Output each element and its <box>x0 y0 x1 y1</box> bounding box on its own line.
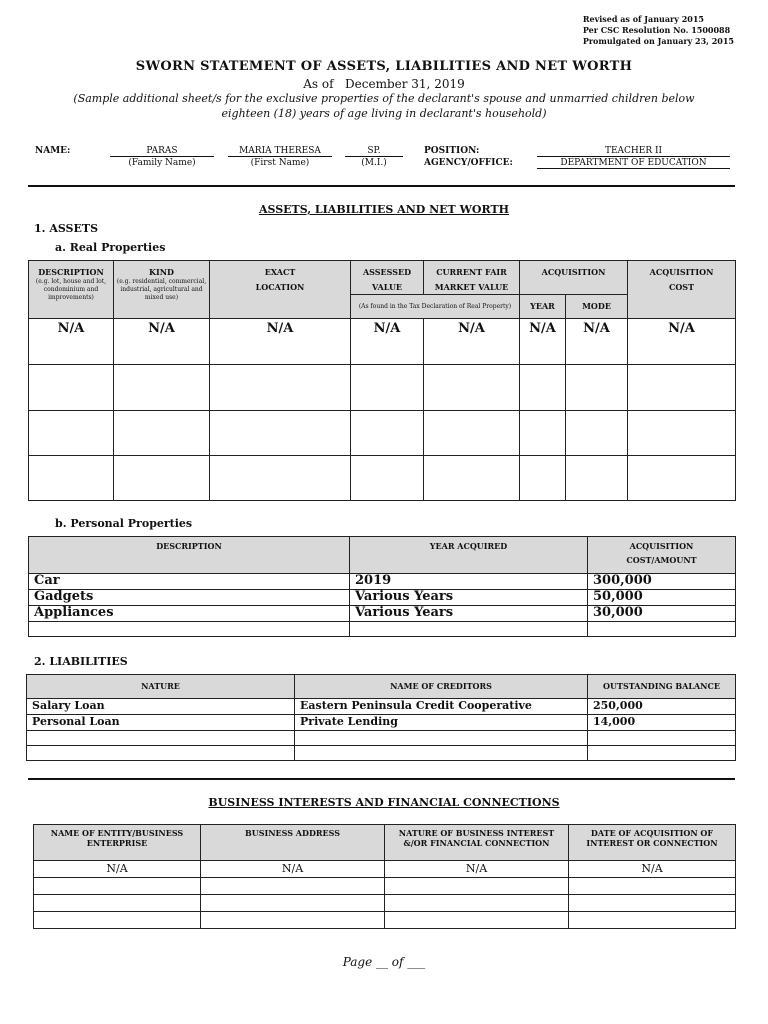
name-label: NAME: <box>35 146 71 156</box>
real-cell: N/A <box>424 319 520 365</box>
table-row <box>29 365 736 411</box>
personal-cell: 300,000 <box>588 574 736 590</box>
agency-value: DEPARTMENT OF EDUCATION <box>537 158 730 169</box>
header-location <box>210 261 351 319</box>
header-outstanding-balance: OUTSTANDING BALANCE <box>588 675 736 699</box>
header-assessed-line-2: VALUE <box>371 282 403 292</box>
table-row <box>34 878 736 895</box>
business-address-label: BUSINESS ADDRESS <box>244 828 341 838</box>
personal-cell: Various Years <box>350 606 588 622</box>
real-cell: N/A <box>520 319 566 365</box>
real-cell: N/A <box>210 319 351 365</box>
acquisition-amount-line-2: COST/AMOUNT <box>626 555 697 565</box>
personal-cell: Gadgets <box>29 590 350 606</box>
year-acquired-label: YEAR ACQUIRED <box>429 541 508 551</box>
personal-properties-heading: b. Personal Properties <box>55 517 193 530</box>
first-name-caption: (First Name) <box>250 158 310 168</box>
header-tax-declaration-note <box>351 295 520 319</box>
real-cell: N/A <box>566 319 628 365</box>
table-row <box>29 411 736 456</box>
header-year: YEAR <box>520 295 566 319</box>
liability-cell: 14,000 <box>588 715 736 731</box>
header-acquisition <box>520 261 628 295</box>
table-row <box>27 731 736 746</box>
header-assessed-line-1: ASSESSED <box>362 267 412 277</box>
liability-cell: 250,000 <box>588 699 736 715</box>
business-cell: N/A <box>569 861 736 878</box>
real-cell: N/A <box>114 319 210 365</box>
revision-note <box>583 14 734 47</box>
header-business-address <box>201 825 385 861</box>
business-interests-table <box>33 824 736 929</box>
header-market-value <box>424 261 520 295</box>
header-cost-line-1: ACQUISITION <box>649 267 714 277</box>
acquisition-amount-line-1: ACQUISITION <box>629 541 694 551</box>
header-market-line-1: CURRENT FAIR <box>436 267 507 277</box>
mi-caption: (M.I.) <box>361 158 387 168</box>
sample-note: (Sample additional sheet/s for the exclusive properties of the declarant's spouse and unmarried children below eighteen (18) years of age living in declarant's household) <box>73 92 695 120</box>
table-row <box>29 590 736 606</box>
table-row <box>27 746 736 761</box>
personal-cell: 30,000 <box>588 606 736 622</box>
personal-cell: Car <box>29 574 350 590</box>
header-year-acquired <box>350 537 588 574</box>
table-row <box>29 456 736 501</box>
business-heading: BUSINESS INTERESTS AND FINANCIAL CONNECTIONS <box>208 796 560 809</box>
revision-line-2: Per CSC Resolution No. 1500088 <box>582 25 731 35</box>
personal-properties-table <box>28 536 736 637</box>
header-entity <box>34 825 201 861</box>
personal-description-label: DESCRIPTION <box>156 541 222 551</box>
header-description <box>29 261 114 319</box>
assets-heading: 1. ASSETS <box>34 222 99 235</box>
as-of-label: As of <box>303 77 334 91</box>
header-acquisition-amount <box>588 537 736 574</box>
header-assessed-value <box>351 261 424 295</box>
personal-cell: 50,000 <box>588 590 736 606</box>
header-acquisition-date <box>569 825 736 861</box>
header-description-label: DESCRIPTION <box>38 267 104 277</box>
header-kind-label: KIND <box>149 267 174 277</box>
real-cell: N/A <box>628 319 736 365</box>
header-market-line-2: MARKET VALUE <box>434 282 509 292</box>
table-row <box>34 861 736 878</box>
mi-value: SP. <box>345 146 403 157</box>
business-cell: N/A <box>201 861 385 878</box>
first-name-value: MARIA THERESA <box>228 146 332 157</box>
table-row <box>29 574 736 590</box>
real-cell: N/A <box>29 319 114 365</box>
personal-cell: Various Years <box>350 590 588 606</box>
liabilities-table <box>26 674 736 761</box>
table-row <box>34 912 736 929</box>
agency-label: AGENCY/OFFICE: <box>424 158 513 168</box>
form-title: SWORN STATEMENT OF ASSETS, LIABILITIES AND NET WORTH <box>135 59 633 74</box>
header-nature: NATURE <box>27 675 295 699</box>
divider-bottom <box>28 778 735 780</box>
as-of-line <box>0 77 768 91</box>
header-description-note: (e.g. lot, house and lot, condominium and improvements) <box>35 278 107 301</box>
liability-cell: Salary Loan <box>27 699 295 715</box>
table-row <box>34 895 736 912</box>
real-cell: N/A <box>351 319 424 365</box>
header-location-line-2: LOCATION <box>255 282 305 292</box>
table-row <box>29 606 736 622</box>
table-row <box>27 699 736 715</box>
entity-label: NAME OF ENTITY/BUSINESS ENTERPRISE <box>50 828 184 848</box>
header-kind-note: (e.g. residential, commercial, industrial, agricultural and mixed use) <box>116 278 207 301</box>
header-business-nature <box>385 825 569 861</box>
header-cost-line-2: COST <box>668 282 695 292</box>
personal-cell: Appliances <box>29 606 350 622</box>
real-properties-table <box>28 260 736 501</box>
business-nature-label: NATURE OF BUSINESS INTEREST &/OR FINANCIAL CONNECTION <box>398 828 555 848</box>
page-number: Page __ of ___ <box>342 955 426 969</box>
header-acquisition-cost <box>628 261 736 319</box>
table-row <box>27 715 736 731</box>
acquisition-date-label: DATE OF ACQUISITION OF INTEREST OR CONNECTION <box>586 828 718 848</box>
table-row <box>29 622 736 637</box>
header-location-line-1: EXACT <box>264 267 296 277</box>
position-value: TEACHER II <box>537 146 730 157</box>
real-properties-heading: a. Real Properties <box>55 241 166 254</box>
family-name-value: PARAS <box>110 146 214 157</box>
as-of-date: December 31, 2019 <box>345 77 465 91</box>
business-cell: N/A <box>34 861 201 878</box>
divider-top <box>28 185 735 187</box>
position-label: POSITION: <box>424 146 480 156</box>
liability-cell: Private Lending <box>295 715 588 731</box>
tax-note-text: (As found in the Tax Declaration of Real Property) <box>358 302 512 310</box>
family-name-caption: (Family Name) <box>128 158 196 168</box>
revision-line-1: Revised as of January 2015 <box>582 14 704 24</box>
header-creditors: NAME OF CREDITORS <box>295 675 588 699</box>
personal-cell: 2019 <box>350 574 588 590</box>
liabilities-heading: 2. LIABILITIES <box>34 655 128 668</box>
section-heading: ASSETS, LIABILITIES AND NET WORTH <box>258 203 510 216</box>
liability-cell: Personal Loan <box>27 715 295 731</box>
header-acquisition-label: ACQUISITION <box>541 267 606 277</box>
business-cell: N/A <box>385 861 569 878</box>
header-mode: MODE <box>566 295 628 319</box>
revision-line-3: Promulgated on January 23, 2015 <box>582 36 734 46</box>
header-kind <box>114 261 210 319</box>
liability-cell: Eastern Peninsula Credit Cooperative <box>295 699 588 715</box>
header-personal-description <box>29 537 350 574</box>
